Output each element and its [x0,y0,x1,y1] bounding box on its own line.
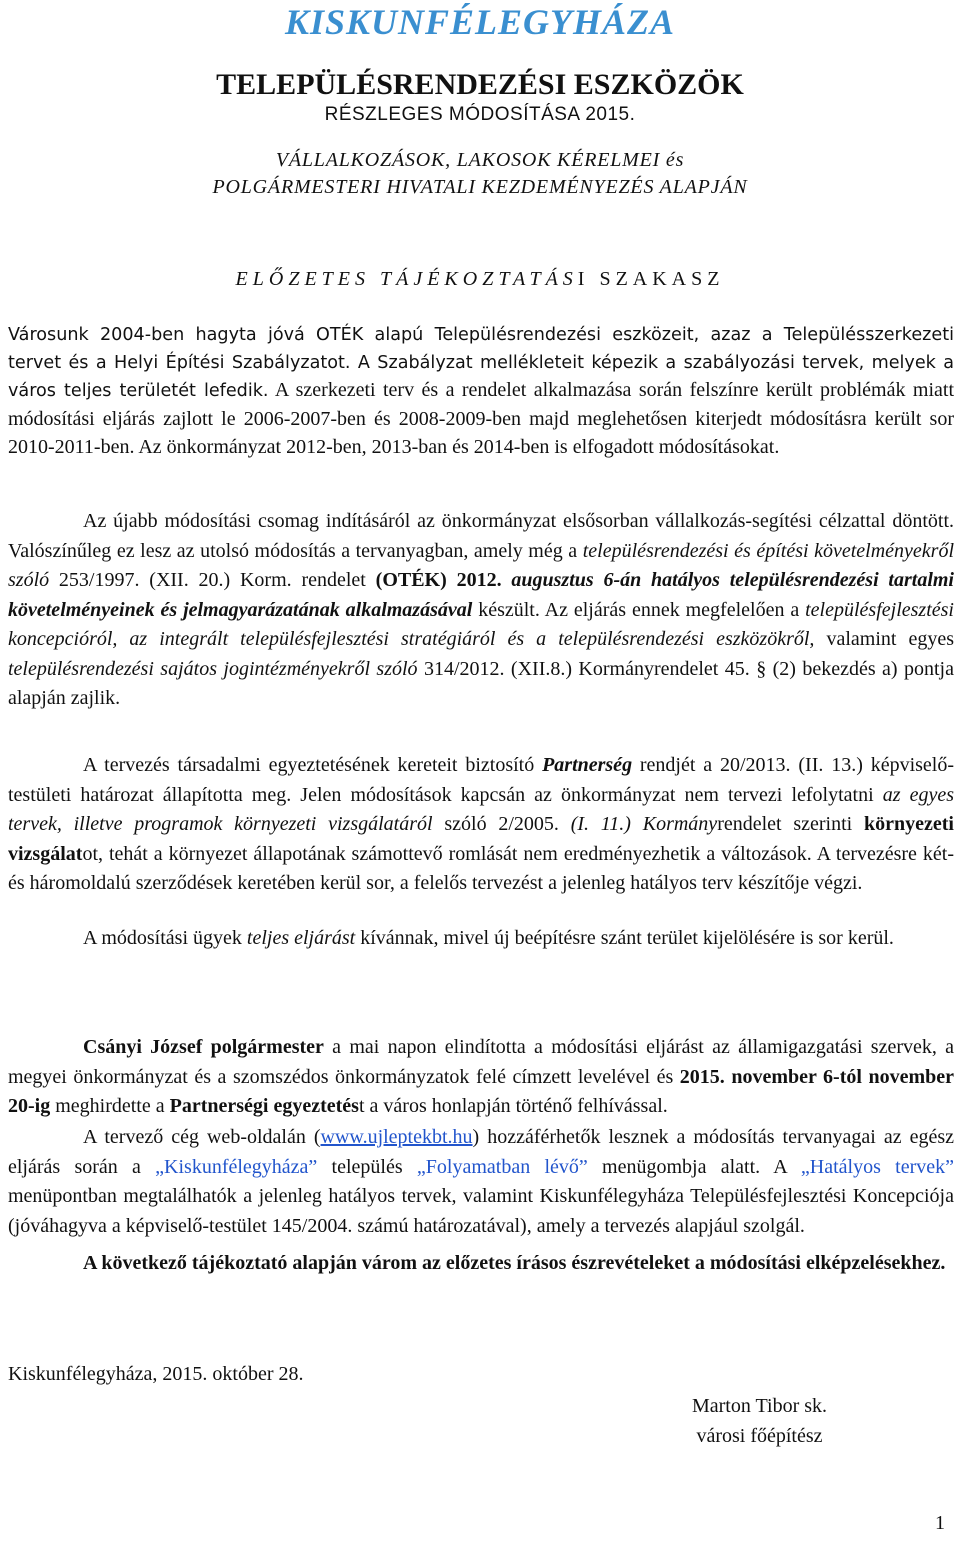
p3-text-4: rendelet szerinti [717,813,865,835]
p5-text-2: meghirdette a [50,1095,170,1117]
p2-text-5: 314/2012. (XII.8.) Kormányrendelet 45. § (2) bekezdés a) pontja alapján zajlik. [8,657,954,709]
paragraph-full-procedure [8,924,954,954]
request-source-line-2: POLGÁRMESTERI HIVATALI KEZDEMÉNYEZÉS ALAPJÁN [212,176,748,198]
paragraph-request-comments [8,1249,954,1279]
p4-text-1: A módosítási ügyek [83,927,247,949]
paragraph-intro-serif: A szerkezeti terv és a rendelet alkalmazása során felszínre került problémák miatt módosítási eljárás zajlott le 2006-2007-ben és 2008-2009-ben majd meglehetősen kiterjedt módosításra került sor 2010-2011-ben. Az önkormányzat 2012-ben, 2013-ban és 2014-ben is elfogadott módosításokat. [8,379,954,458]
website-link[interactable]: www.ujleptekbt.hu [320,1126,473,1148]
p5-text-1: a mai napon elindította a módosítási eljárást az államigazgatási szervek, a megyei önkormányzat és a szomszédos önkormányzatok felé címzett levelével és [8,1036,954,1088]
p2-text-2: 253/1997. (XII. 20.) Korm. rendelet [49,569,376,591]
request-source-heading [0,147,960,201]
page-number: 1 [935,1512,945,1534]
p6-text-3: település [317,1155,417,1178]
p7-bold: A következő tájékoztató alapján várom az előzetes írásos észrevételeket a módosítási elképzelésekhez. [83,1252,946,1274]
document-subtitle: RÉSZLEGES MÓDOSÍTÁSA 2015. [324,104,636,125]
p4-italic-1: teljes eljárást [246,927,356,949]
document-title: TELEPÜLÉSRENDEZÉSI ESZKÖZÖK [216,68,744,101]
p5-bold-1: Csányi József polgármester [83,1036,324,1058]
p5-bold-2: 2015. november 6-tól november 20-ig [8,1065,954,1117]
document-date: Kiskunfélegyháza, 2015. október 28. [8,1363,304,1385]
paragraph-partnership [8,751,954,899]
request-source-line-1: VÁLLALKOZÁSOK, LAKOSOK KÉRELMEI és [275,149,685,171]
p2-bold-italic-1: augusztus 6-án hatályos településrendezési tartalmi követelményeinek és jelmagyarázatának alkalmazásával [8,569,954,621]
paragraph-mayor [8,1033,954,1122]
p2-italic-3: településrendezési sajátos jogintézményekről szóló [8,657,418,680]
p3-bold-italic-1: Partnerség [542,754,633,776]
stage-heading-plain: I SZAKASZ [577,268,725,290]
menu-hatalyos-tervek: „Hatályos tervek” [800,1155,954,1178]
p3-text-1: A tervezés társadalmi egyeztetésének kereteit biztosító [83,754,543,776]
p3-text-3: szóló 2/2005. [432,813,571,835]
paragraph-website [8,1123,954,1241]
p2-text-3: készült. Az eljárás ennek megfelelően a [472,598,806,621]
p2-text-1: Az újabb módosítási csomag indításáról az önkormányzat elsősorban vállalkozás-segítési célzattal döntött. Valószínűleg ez lesz az utolsó módosítás a tervanyagban, amely még a [8,510,954,562]
p4-text-2: kívánnak, mivel új beépítésre szánt terület kijelölésére is sor kerül. [355,927,894,949]
p5-text-3: t a város honlapján történő felhívással. [358,1095,668,1117]
p5-bold-3: Partnerségi egyeztetés [169,1095,359,1117]
signature-name: Marton Tibor sk. [691,1395,828,1417]
p2-italic-2: településfejlesztési koncepcióról, az integrált településfejlesztési stratégiáról és a településrendezési eszközökről, [8,598,954,650]
p6-text-2: ) hozzáférhetők lesznek a módosítás tervanyagai az egész eljárás során a [8,1126,954,1178]
p3-italic-1: az egyes tervek, illetve programok környezeti vizsgálatáról [8,783,954,835]
p3-text-2: rendjét a 20/2013. (II. 13.) képviselő-testületi határozat állapította meg. Jelen módosítások kapcsán az önkormányzat nem tervezi lefolytatni [8,754,954,806]
paragraph-intro [8,322,954,463]
menu-folyamatban-levo: „Folyamatban lévő” [416,1155,588,1178]
p3-text-5: ot, tehát a környezet állapotának számottevő romlását nem eredményezhetik a változások. A tervezésre két- és háromoldalú szerződések keretében kerül sor, a felelős tervezést a jelenleg hatályos terv készítője végzi. [8,842,954,894]
p2-italic-1: településrendezési és építési követelményekről szóló [8,539,954,591]
p3-italic-2: (I. 11.) Kormány [570,813,718,835]
p2-text-4: valamint egyes [814,628,954,650]
p6-text-1: A tervező cég web-oldalán ( [83,1126,321,1148]
paragraph-modification-package [8,507,954,714]
p6-text-5: menüpontban megtalálhatók a jelenleg hatályos tervek, valamint Kiskunfélegyháza Településfejlesztési Koncepciója (jóváhagyva a képviselő-testület 145/2004. számú határozatával), amely a tervezés alapjául szolgál. [8,1185,954,1237]
paragraph-intro-sans: Városunk 2004-ben hagyta jóvá OTÉK alapú Településrendezési eszközeit, azaz a Településszerkezeti tervet és a Helyi Építési Szabályzatot. A Szabályzat mellékleteit képezik a szabályozási tervek, melyek a város teljes területét lefedik. [8,325,954,401]
signature-role: városi főépítész [696,1425,823,1447]
city-heading: KISKUNFÉLEGYHÁZA [284,2,676,42]
stage-heading [0,267,960,291]
p2-bold-1: (OTÉK) 2012. [375,569,512,591]
menu-kiskunfelegyhaza: „Kiskunfélegyháza” [155,1155,318,1178]
stage-heading-italic: ELŐZETES TÁJÉKOZTATÁS [235,268,578,290]
p3-bold-1: környezeti vizsgálat [8,813,954,865]
p6-text-4: menügombja alatt. A [587,1155,801,1178]
